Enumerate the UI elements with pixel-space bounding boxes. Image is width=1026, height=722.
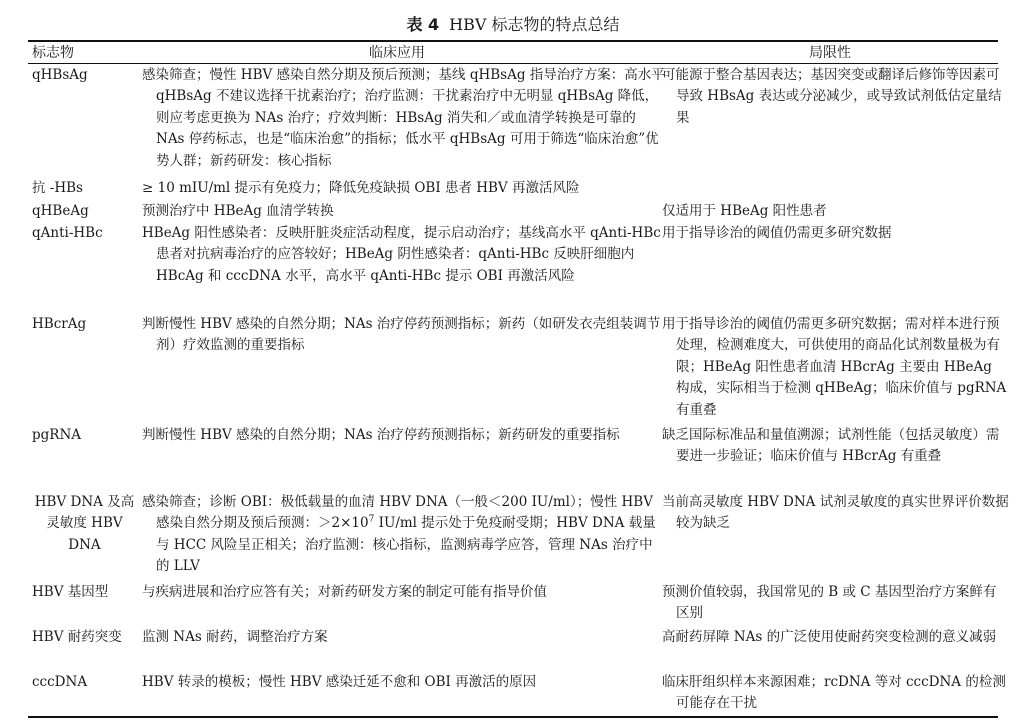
table-row-marker: pgRNA [32,427,82,443]
table-row-limitation: 用于指导诊治的阈值仍需更多研究数据；需对样本进行预处理，检测难度大，可供使用的商品化试剂数量极为有限；HBeAg 阳性患者血清 HBcrAg 主要由 HBeAg 构成，实际相当于检测 qHBeAg；临床价值与 pgRNA 有重叠 [662,316,1007,418]
table-row-marker: qAnti-HBc [32,225,103,241]
header-marker: 标志物 [32,45,74,61]
table-row-application: 感染筛查；诊断 OBI：极低载量的血清 HBV DNA（一般＜200 IU/ml）；慢性 HBV 感染自然分期及预后预测：$>2\times 10^7$ IU/ml 提示处于免疫耐受期；HBV DNA 载量与 HCC 风险呈正相关；治疗监测：核心指标，监测病毒学应答，管理 NAs 治疗中的 LLV [142,494,656,575]
table-row-limitation: 可能源于整合基因表达；基因突变或翻译后修饰等因素可导致 HBsAg 表达或分泌减少，或导致试剂低估定量结果 [662,67,1002,126]
table-row-application: 判断慢性 HBV 感染的自然分期；NAs 治疗停药预测指标；新药（如研发衣壳组装调节剂）疗效监测的重要指标 [142,316,661,354]
table-row-application: 感染筛查；慢性 HBV 感染自然分期及预后预测；基线 qHBsAg 指导治疗方案：高水平 qHBsAg 不建议选择干扰素治疗；治疗监测：干扰素治疗中无明显 qHBsAg 降低，则应考虑更换为 NAs 治疗；疗效判断：HBsAg 消失和／或血清学转换是可靠的 NAs 停药标志，也是“临床治愈”的指标；低水平 qHBsAg 可用于筛选“临床治愈”优势人群；新药研发：核心指标 [142,67,665,169]
table-title: HBV 标志物的特点总结 [449,15,620,34]
table-row-application: 监测 NAs 耐药，调整治疗方案 [142,629,328,645]
table-row-marker: qHBsAg [32,67,88,83]
table-row-application: 判断慢性 HBV 感染的自然分期；NAs 治疗停药预测指标；新药研发的重要指标 [142,427,620,443]
header-limitation: 局限性 [809,45,851,61]
header-application: 临床应用 [369,45,425,61]
bottom-rule [28,716,998,718]
table-row-application: 预测治疗中 HBeAg 血清学转换 [142,203,334,219]
table-row-limitation: 高耐药屏障 NAs 的广泛使用使耐药突变检测的意义减弱 [662,629,997,645]
table-row-application: HBeAg 阳性感染者：反映肝脏炎症活动程度，提示启动治疗；基线高水平 qAnti-HBc 患者对抗病毒治疗的应答较好；HBeAg 阴性感染者：qAnti-HBc 反映肝细胞内 HBcAg 和 cccDNA 水平，高水平 qAnti-HBc 提示 OBI 再激活风险 [142,225,661,284]
table-row-marker: 抗 -HBs [32,180,83,196]
table-row-limitation: 当前高灵敏度 HBV DNA 试剂灵敏度的真实世界评价数据较为缺乏 [662,494,1009,532]
table-row-application: HBV 转录的模板；慢性 HBV 感染迁延不愈和 OBI 再激活的原因 [142,674,537,690]
table-row-limitation: 预测价值较弱，我国常见的 B 或 C 基因型治疗方案鲜有区别 [662,584,997,622]
table-row-limitation: 缺乏国际标准品和量值溯源；试剂性能（包括灵敏度）需要进一步验证；临床价值与 HBcrAg 有重叠 [662,427,1000,465]
table-row-marker: HBV 基因型 [32,584,109,600]
table-row-application: ≥ 10 mIU/ml 提示有免疫力；降低免疫缺损 OBI 患者 HBV 再激活风险 [142,180,580,196]
top-rule [28,40,998,42]
table-number: 表 4 [406,15,440,34]
table-row-marker: qHBeAg [32,203,89,219]
table-row-marker: cccDNA [32,674,88,690]
table-row-limitation: 临床肝组织样本来源困难；rcDNA 等对 cccDNA 的检测可能存在干扰 [662,674,1006,712]
header-rule [28,63,998,64]
table-row-limitation: 仅适用于 HBeAg 阳性患者 [662,203,827,219]
table-row-application: 与疾病进展和治疗应答有关；对新药研发方案的制定可能有指导价值 [142,584,547,600]
table-row-limitation: 用于指导诊治的阈值仍需更多研究数据 [662,225,892,241]
table-row-marker: HBV DNA 及高灵敏度 HBV DNA [34,494,135,553]
table-caption [0,14,1026,36]
table-row-marker: HBV 耐药突变 [32,629,122,645]
table-row-marker: HBcrAg [32,316,87,332]
